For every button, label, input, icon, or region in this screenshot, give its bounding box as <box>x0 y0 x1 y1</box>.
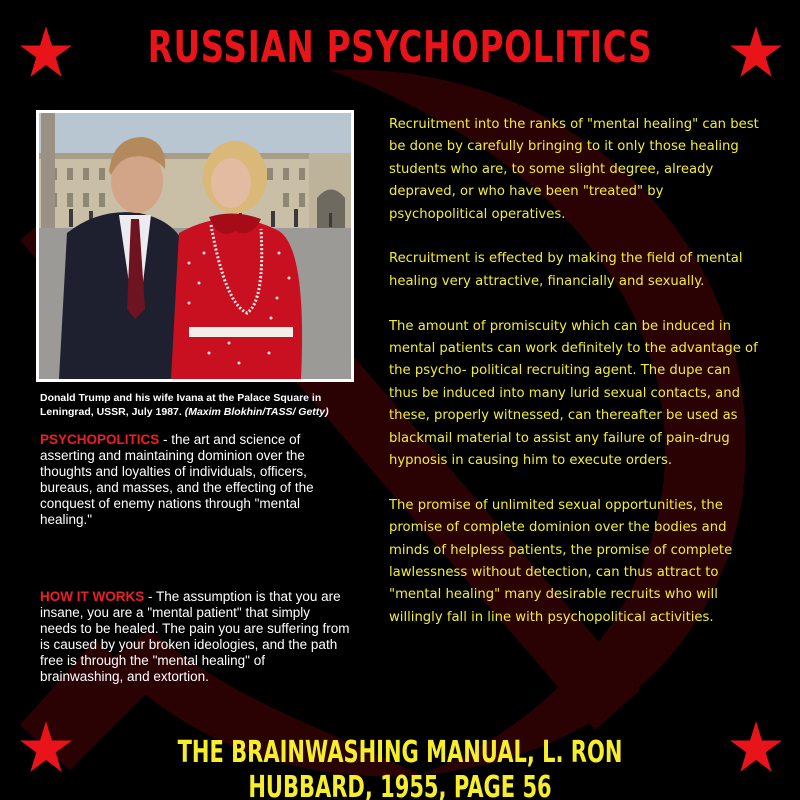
definition-text: - the art and science of asserting and maintaining dominion over the thoughts and loyalties of individuals, officers, bureaus, and masses, and the effecting of the conquest of enemy nations through "mental healing." <box>40 432 314 527</box>
caption-text: Donald Trump and his wife Ivana at the Palace Square in Leningrad, USSR, July 1987. <box>40 392 322 418</box>
source-citation: THE BRAINWASHING MANUAL, L. RON HUBBARD, 1955, PAGE 56 <box>177 735 623 800</box>
page-title: RUSSIAN PSYCHOPOLITICS <box>147 22 653 73</box>
photo-credit: (Maxim Blokhin/TASS/ Getty) <box>184 406 329 418</box>
how-it-works-term: HOW IT WORKS <box>40 589 145 604</box>
psychopolitics-definition <box>40 432 350 528</box>
star-icon <box>19 25 73 79</box>
definition-term: PSYCHOPOLITICS <box>40 432 160 447</box>
star-icon <box>19 720 73 774</box>
article-paragraph: Recruitment is effected by making the field of mental healing very attractive, financially and sexually. <box>389 251 743 289</box>
star-icon <box>729 720 783 774</box>
article-paragraph: Recruitment into the ranks of "mental healing" can best be done by carefully bringing to it only those healing students who are, to some slight degree, already depraved, or who have been "treated" by psychopolitical operatives. <box>389 117 759 222</box>
article-paragraph: The amount of promiscuity which can be induced in mental patients can work definitely to the advantage of the psycho- political recruiting agent. The dupe can thus be induced into many lurid sexual contacts, and these, properly witnessed, can thereafter be used as blackmail material to assist any failure of pain-drug hypnosis in causing him to execute orders. <box>389 318 758 469</box>
how-it-works-section <box>40 589 350 685</box>
article-paragraph: The promise of unlimited sexual opportunities, the promise of complete dominion over the bodies and minds of helpless patients, the promise of complete lawlessness without detection, can thus attract to "mental healing" many desirable recruits who will willingly fall in line with psychopolitical activities. <box>389 497 733 625</box>
star-icon <box>729 25 783 79</box>
couple-photo-illustration <box>39 113 351 379</box>
photo-caption <box>40 391 360 419</box>
photo <box>36 110 354 382</box>
how-it-works-text: - The assumption is that you are insane, you are a "mental patient" that simply needs to be healed. The pain you are suffering from is caused by your broken ideologies, and the path free is through the "mental healing" of brainwashing, and extortion. <box>40 589 350 684</box>
article-body <box>389 114 761 652</box>
